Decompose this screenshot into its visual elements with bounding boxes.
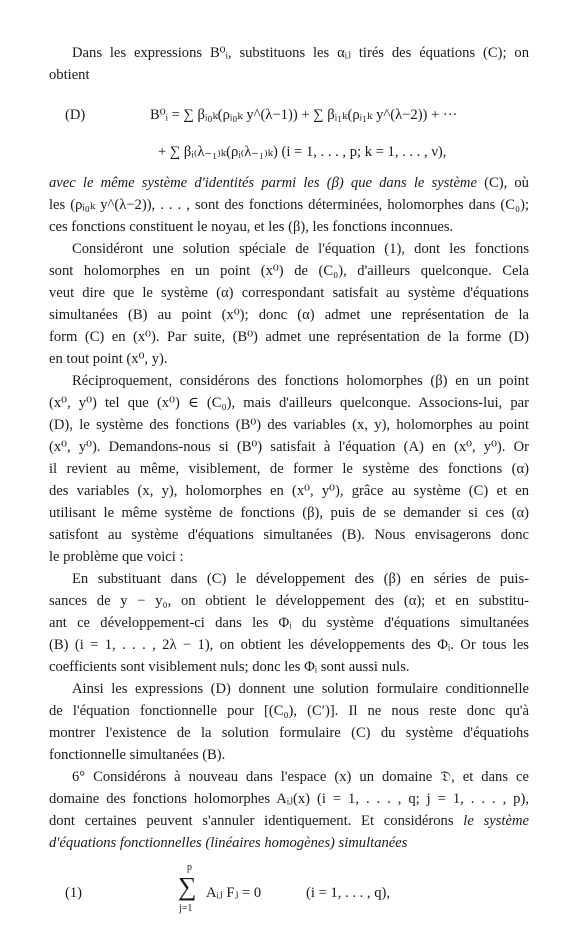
para5-line2: sances de y − y₀, on obtient le développement des (α); et en substitu- xyxy=(49,593,529,609)
para6-line2: de l'équation fonctionnelle pour [(C₀), (C′)]. Il ne nous reste donc qu'à xyxy=(49,703,529,719)
para4-line4: (x⁰, y⁰). Demandons-nous si (B⁰) satisfait à l'équation (A) en (x⁰, y⁰). Or xyxy=(49,439,529,455)
para2-line3: ces fonctions constituent le noyau, et les (β), les fonctions inconnues. xyxy=(49,219,454,235)
para4-line2: (x⁰, y⁰) tel que (x⁰) ∈ (C₀), mais d'ailleurs quelconque. Associons-lui, par xyxy=(49,395,529,411)
para3-line3: veut dire que le système (α) correspondant satisfait au système d'équations xyxy=(49,285,529,301)
para5-line4: (B) (i = 1, . . . , 2λ − 1), on obtient les développements des Φᵢ. Or tous les xyxy=(49,637,529,653)
para2-line1 xyxy=(49,172,529,194)
para4-line5: il revient au même, visiblement, de former le système des fonctions (α) xyxy=(49,461,529,477)
equation-1-body: Aᵢⱼ Fⱼ = 0 xyxy=(206,885,262,901)
para3-line4: simultanées (B) au point (x⁰); donc (α) admet une représentation de la xyxy=(49,307,529,323)
equation-D-line1: B⁰ᵢ = ∑ βᵢ₀ₖ(ρᵢ₀ₖ y^(λ−1)) + ∑ βᵢ₁ₖ(ρᵢ₁ₖ y^(λ−2)) + ··· xyxy=(150,107,458,123)
equation-1-sum-lower: j=1 xyxy=(179,903,193,914)
para5-line5: coefficients sont visiblement nuls; donc les Φᵢ sont aussi nuls. xyxy=(49,659,410,675)
equation-1-sum-upper: p xyxy=(187,862,192,873)
para7-line4: d'équations fonctionnelles (linéaires homogènes) simultanées xyxy=(49,835,408,851)
para1-line1: Dans les expressions B⁰ᵢ, substituons les αᵢⱼ tirés des équations (C); on xyxy=(72,45,529,61)
para3-line5: form (C) en (x⁰). Par suite, (B⁰) admet une représentation de la forme (D) xyxy=(49,329,529,345)
para2-line1-rest: (C), où xyxy=(484,175,529,191)
equation-1-condition: (i = 1, . . . , q), xyxy=(306,885,391,901)
para6-line3: montrer l'existence de la solution formulaire (C) du système d'équatiohs xyxy=(49,725,529,741)
para6-line4: fonctionnelle simultanées (B). xyxy=(49,747,226,763)
para3-line1: Considéront une solution spéciale de l'équation (1), dont les fonctions xyxy=(72,241,529,257)
para4-line8: satisfont au système d'équations simultanées (B). Nous envisagerons donc xyxy=(49,527,529,543)
para1-line2: obtient xyxy=(49,67,90,83)
para4-line1: Réciproquement, considérons des fonctions holomorphes (β) en un point xyxy=(72,373,529,389)
para5-line1: En substituant dans (C) le développement des (β) en séries de puis- xyxy=(72,571,529,587)
para3-line2: sont holomorphes en un point (x⁰) de (C₀), d'ailleurs quelconque. Cela xyxy=(49,263,529,279)
para7-line1: 6° Considérons à nouveau dans l'espace (x) un domaine 𝔇, et dans ce xyxy=(72,769,529,785)
para4-line3: (D), le système des fonctions (B⁰) des variables (x, y), holomorphes au point xyxy=(49,417,529,433)
equation-1-tag: (1) xyxy=(65,885,83,901)
para2-line1-italic: avec le même système d'identités parmi les (β) que dans le système xyxy=(49,175,477,191)
para7-line3-italic: le système xyxy=(463,813,529,829)
equation-D-tag: (D) xyxy=(65,107,86,123)
para7-line2: domaine des fonctions holomorphes Aᵢⱼ(x) (i = 1, . . . , q; j = 1, . . . , p), xyxy=(49,791,529,807)
para2-line2: les (ρᵢ₀ₖ y^(λ−2)), . . . , sont des fonctions déterminées, holomorphes dans (C₀); xyxy=(49,197,529,213)
para7-line3 xyxy=(49,810,529,832)
para4-line9: le problème que voici : xyxy=(49,549,184,565)
para4-line7: utilisant le même système de fonctions (β), puis de se demander si ces (α) xyxy=(49,505,529,521)
para7-line3-rest: dont certaines peuvent s'annuler identiquement. Et considérons xyxy=(49,813,454,829)
equation-D-line2: + ∑ βᵢ₍λ₋₁₎ₖ(ρᵢ₍λ₋₁₎ₖ) (i = 1, . . . , p; k = 1, . . . , ν), xyxy=(158,144,447,160)
equation-1-sum-sign: ∑ xyxy=(178,872,197,901)
para4-line6: des variables (x, y), holomorphes en (x⁰, y⁰), grâce au système (C) et en xyxy=(49,483,529,499)
para6-line1: Ainsi les expressions (D) donnent une solution formulaire conditionnelle xyxy=(72,681,529,697)
para5-line3: ant ce développement-ci dans les Φᵢ du système d'équations simultanées xyxy=(49,615,529,631)
para3-line6: en tout point (x⁰, y). xyxy=(49,351,168,367)
